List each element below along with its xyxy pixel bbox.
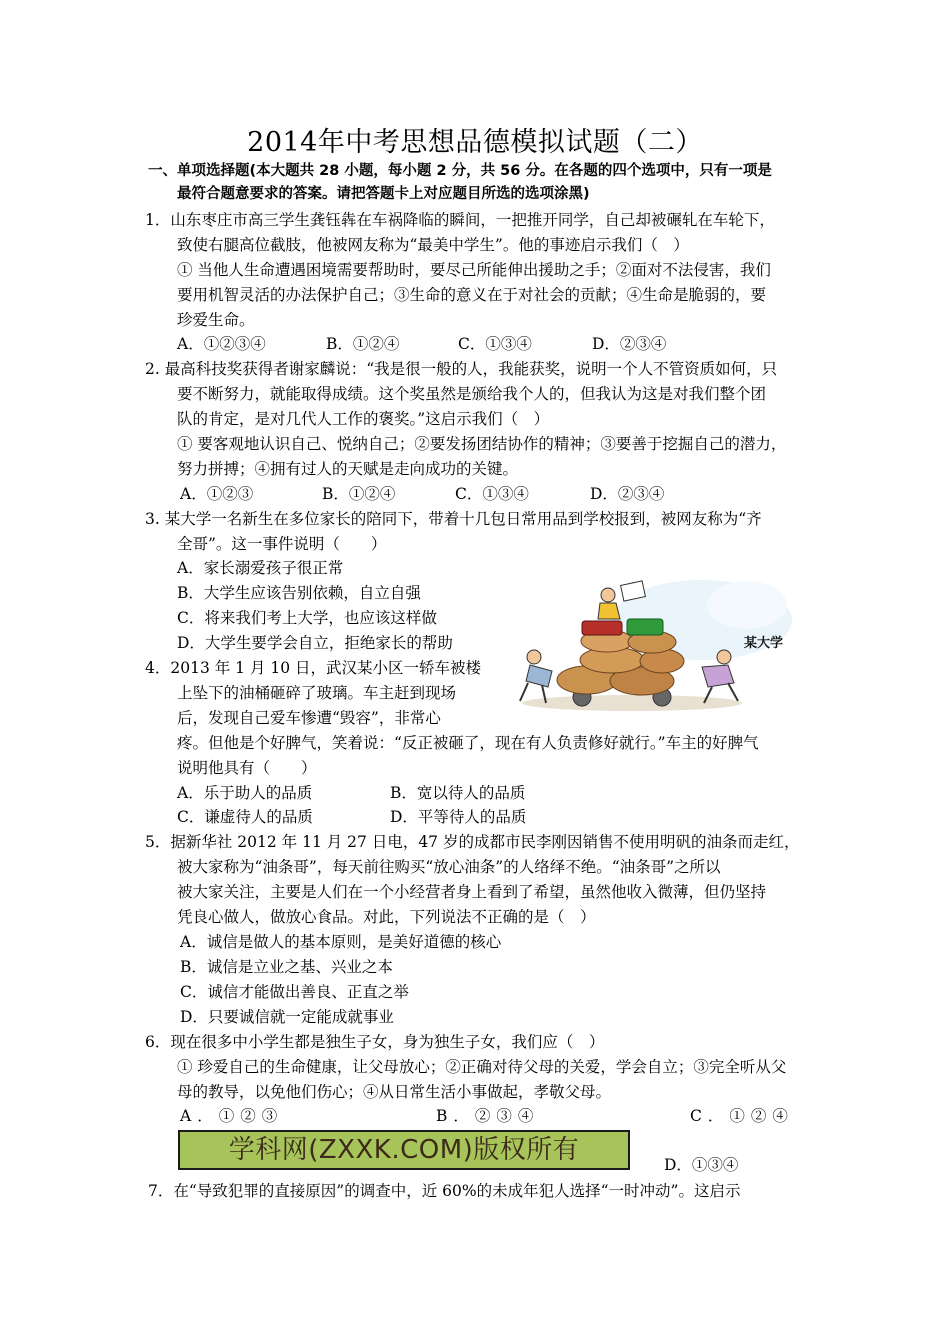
section-heading-line-1: 一、单项选择题(本大题共 28 小题，每小题 2 分，共 56 分。在各题的四个选项中，只有一项是 xyxy=(148,163,772,179)
q1-option-b: B．①②④ xyxy=(326,335,400,353)
q4-line-1: 4．2013 年 1 月 10 日，武汉某小区一轿车被楼 xyxy=(145,659,482,677)
q1-line-1: 1．山东枣庄市高三学生龚钰犇在车祸降临的瞬间，一把推开同学，自己却被碾轧在车轮下， xyxy=(145,211,775,229)
q2-line-5: 努力拼搏；④拥有过人的天赋是走向成功的关键。 xyxy=(177,460,519,478)
q6-line-1: 6．现在很多中小学生都是独生子女，身为独生子女，我们应（ ） xyxy=(145,1033,605,1051)
q6-option-a: A．①②③ xyxy=(180,1107,284,1125)
q5-line-4: 凭良心做人，做放心食品。对此，下列说法不正确的是（ ） xyxy=(177,908,596,926)
q6-line-3: 母的教导，以免他们伤心；④从日常生活小事做起，孝敬父母。 xyxy=(177,1083,612,1101)
q2-line-4: ① 要客观地认识自己、悦纳自己；②要发扬团结协作的精神；③要善于挖掘自己的潜力， xyxy=(177,435,787,453)
q1-option-a: A．①②③④ xyxy=(177,335,266,353)
q5-option-a: A．诚信是做人的基本原则，是美好道德的核心 xyxy=(180,933,502,951)
q3-option-d: D．大学生要学会自立，拒绝家长的帮助 xyxy=(177,634,453,652)
q4-line-3: 后，发现自己爱车惨遭“毁容”，非常心 xyxy=(177,709,441,727)
q5-line-3: 被大家关注，主要是人们在一个小经营者身上看到了希望，虽然他收入微薄，但仍坚持 xyxy=(177,883,767,901)
q3-line-1: 3. 某大学一名新生在多位家长的陪同下，带着十几包日常用品到学校报到，被网友称为“齐 xyxy=(145,510,762,528)
q2-option-a: A．①②③ xyxy=(180,485,254,503)
q5-line-1: 5．据新华社 2012 年 11 月 27 日电，47 岁的成都市民李刚因销售不使用明矾的油条而走红， xyxy=(145,833,800,851)
q4-option-d: D．平等待人的品质 xyxy=(390,808,527,826)
q4-option-b: B．宽以待人的品质 xyxy=(390,784,526,802)
q2-line-2: 要不断努力，就能取得成绩。这个奖虽然是颁给我个人的，但我认为这是对我们整个团 xyxy=(177,385,767,403)
q1-line-2: 致使右腿高位截肢，他被网友称为“最美中学生”。他的事迹启示我们（ ） xyxy=(177,236,689,254)
q4-line-4: 疼。但他是个好脾气，笑着说：“反正被砸了，现在有人负责修好就行。”车主的好脾气 xyxy=(177,734,759,752)
q3-line-2: 全哥”。这一事件说明（ ） xyxy=(177,535,387,553)
q2-line-1: 2. 最高科技奖获得者谢家麟说：“我是很一般的人，我能获奖，说明一个人不管资质如何，只 xyxy=(145,360,778,378)
q2-option-b: B．①②④ xyxy=(322,485,396,503)
q2-option-d: D．②③④ xyxy=(590,485,665,503)
q6-option-b: B．②③④ xyxy=(436,1107,540,1125)
q5-option-c: C．诚信才能做出善良、正直之举 xyxy=(180,983,409,1001)
q1-line-4: 要用机智灵活的办法保护自己；③生命的意义在于对社会的贡献；④生命是脆弱的，要 xyxy=(177,286,767,304)
q4-option-c: C．谦虚待人的品质 xyxy=(177,808,313,826)
q3-option-a: A．家长溺爱孩子很正常 xyxy=(177,559,344,577)
q6-line-2: ① 珍爱自己的生命健康，让父母放心；②正确对待父母的关爱，学会自立；③完全听从父 xyxy=(177,1058,787,1076)
q5-line-2: 被大家称为“油条哥”，每天前往购买“放心油条”的人络绎不绝。“油条哥”之所以 xyxy=(177,858,721,876)
cartoon-illustration xyxy=(512,575,797,715)
q6-option-d: D．①③④ xyxy=(664,1156,739,1174)
cartoon-label: 某大学 xyxy=(744,636,784,651)
section-heading-line-2: 最符合题意要求的答案。请把答题卡上对应题目所选的选项涂黑) xyxy=(177,186,590,202)
q1-line-3: ① 当他人生命遭遇困境需要帮助时，要尽己所能伸出援助之手；②面对不法侵害，我们 xyxy=(177,261,771,279)
q1-option-d: D．②③④ xyxy=(592,335,667,353)
q4-line-2: 上坠下的油桶砸碎了玻璃。车主赶到现场 xyxy=(177,684,457,702)
q4-option-a: A．乐于助人的品质 xyxy=(177,784,313,802)
q5-option-d: D．只要诚信就一定能成就事业 xyxy=(180,1008,394,1026)
q4-line-5: 说明他具有（ ） xyxy=(177,759,317,777)
q1-line-5: 珍爱生命。 xyxy=(177,311,255,329)
q6-option-c: C．①②④ xyxy=(690,1107,794,1125)
q5-option-b: B．诚信是立业之基、兴业之本 xyxy=(180,958,393,976)
q2-line-3: 队的肯定，是对几代人工作的褒奖。”这启示我们（ ） xyxy=(177,410,550,428)
q3-option-b: B．大学生应该告别依赖，自立自强 xyxy=(177,584,421,602)
copyright-watermark: 学科网(ZXXK.COM)版权所有 xyxy=(178,1130,630,1170)
page-title: 2014年中考思想品德模拟试题（二） xyxy=(247,127,703,158)
q7-line-1: 7．在“导致犯罪的直接原因”的调查中，近 60%的未成年犯人选择“一时冲动”。这启示 xyxy=(148,1182,741,1200)
q2-option-c: C．①③④ xyxy=(455,485,529,503)
q3-option-c: C．将来我们考上大学，也应该这样做 xyxy=(177,609,437,627)
q1-option-c: C．①③④ xyxy=(458,335,532,353)
